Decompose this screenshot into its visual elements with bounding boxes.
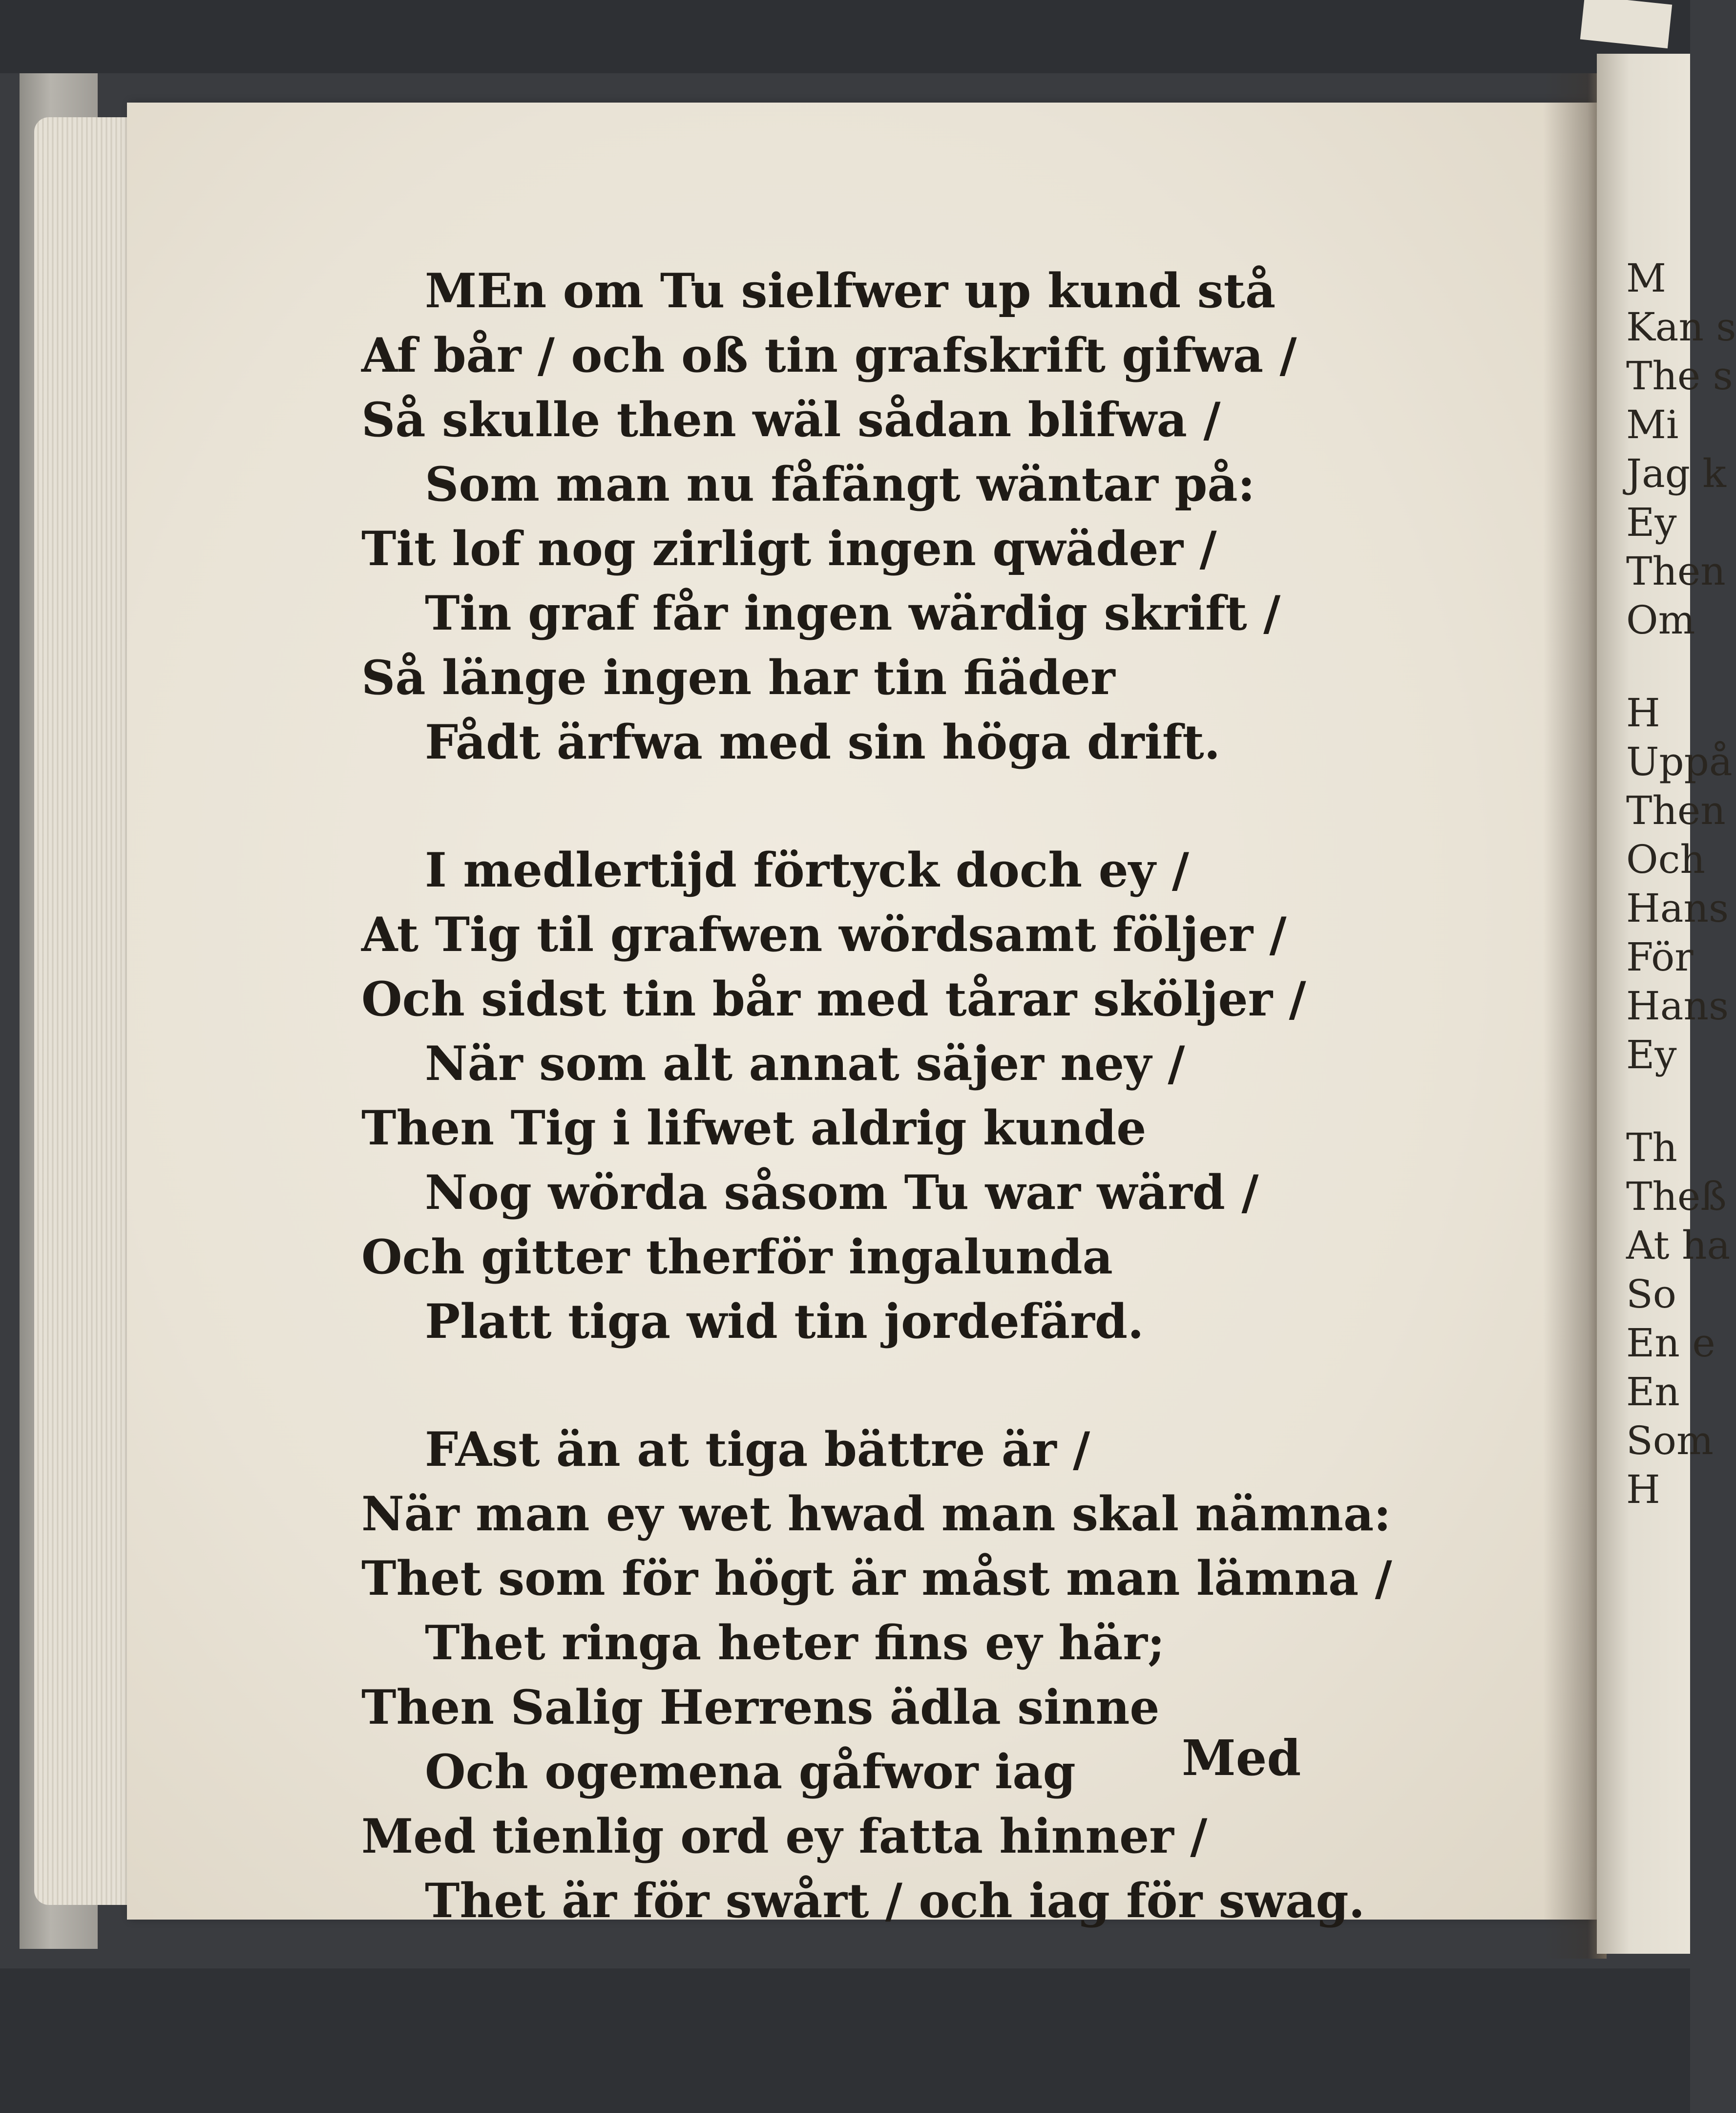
poem-line: Platt tiga wid tin jordefärd.: [425, 1294, 1144, 1349]
facing-page-fragment: Ey: [1626, 1032, 1677, 1078]
poem-line: Så länge ingen har tin fiäder: [361, 650, 1115, 705]
facing-page-fragment: Th: [1626, 1125, 1677, 1170]
facing-page-fragment: För: [1626, 934, 1694, 980]
poem-line: Tin graf får ingen wärdig skrift /: [425, 586, 1281, 641]
poem-line: Som man nu fåfängt wäntar på:: [425, 457, 1255, 512]
poem-line: MEn om Tu sielfwer up kund stå: [425, 263, 1276, 318]
facing-page-fragment: Jag k: [1626, 451, 1726, 496]
page-edges: [34, 117, 142, 1905]
facing-page-fragment: Om: [1626, 597, 1695, 643]
facing-page-fragment: Theß: [1626, 1174, 1727, 1219]
facing-page-text: [1626, 254, 1736, 1514]
facing-page-fragment: Och: [1626, 837, 1705, 882]
poem-line: Then Tig i lifwet aldrig kunde: [361, 1100, 1147, 1156]
facing-page-fragment: M: [1626, 255, 1666, 301]
poem-line: När som alt annat säjer ney /: [425, 1036, 1185, 1091]
poem-line: När man ey wet hwad man skal nämna:: [361, 1486, 1391, 1542]
facing-page-fragment: Hans: [1626, 983, 1729, 1029]
facing-page-fragment: The s: [1626, 353, 1733, 399]
poem-text: [361, 259, 1485, 1997]
poem-line: Thet är för swårt / och iag för swag.: [425, 1873, 1365, 1928]
poem-line: Thet ringa heter fins ey här;: [425, 1615, 1165, 1670]
facing-page-fragment: Mi: [1626, 402, 1679, 447]
poem-line: FAst än at tiga bättre är /: [425, 1422, 1090, 1477]
facing-page-fragment: En: [1626, 1369, 1680, 1415]
facing-page-fragment: So: [1626, 1271, 1676, 1317]
poem-line: Thet som för högt är måst man lämna /: [361, 1551, 1392, 1606]
poem-line: I medlertijd förtyck doch ey /: [425, 843, 1189, 898]
poem-line: Tit lof nog zirligt ingen qwäder /: [361, 521, 1217, 576]
poem-line: Och gitter therför ingalunda: [361, 1229, 1113, 1285]
poem-line: Och ogemena gåfwor iag: [425, 1744, 1076, 1799]
poem-line: At Tig til grafwen wördsamt följer /: [361, 907, 1287, 962]
poem-line: Nog wörda såsom Tu war wärd /: [425, 1165, 1259, 1220]
background-top: [0, 0, 1690, 73]
stanza: [361, 838, 1485, 1354]
stanza: [361, 259, 1485, 775]
facing-page-fragment: Then: [1626, 788, 1726, 833]
facing-page-fragment: En e: [1626, 1320, 1715, 1366]
stanza: [361, 1417, 1485, 1933]
facing-page-fragment: At ha: [1626, 1223, 1731, 1268]
poem-line: Och sidst tin bår med tårar sköljer /: [361, 972, 1306, 1027]
facing-page-fragment: Ey: [1626, 500, 1677, 545]
poem-line: Af bår / och oß tin grafskrift gifwa /: [361, 328, 1297, 383]
facing-page-fragment: H: [1626, 1467, 1660, 1512]
facing-page-fragment: Then: [1626, 549, 1726, 594]
facing-page-fragment: Som: [1626, 1418, 1714, 1463]
facing-page-fragment: Hans: [1626, 886, 1729, 931]
poem-line: Fådt ärfwa med sin höga drift.: [425, 715, 1221, 770]
poem-line: Then Salig Herrens ädla sinne: [361, 1680, 1160, 1735]
poem-line: Med tienlig ord ey fatta hinner /: [361, 1809, 1208, 1864]
facing-page-fragment: Uppå: [1626, 739, 1733, 784]
catchword: Med: [1182, 1729, 1301, 1787]
facing-page-fragment: H: [1626, 690, 1660, 736]
poem-line: Så skulle then wäl sådan blifwa /: [361, 392, 1221, 447]
facing-page-fragment: Kan s: [1626, 304, 1736, 350]
